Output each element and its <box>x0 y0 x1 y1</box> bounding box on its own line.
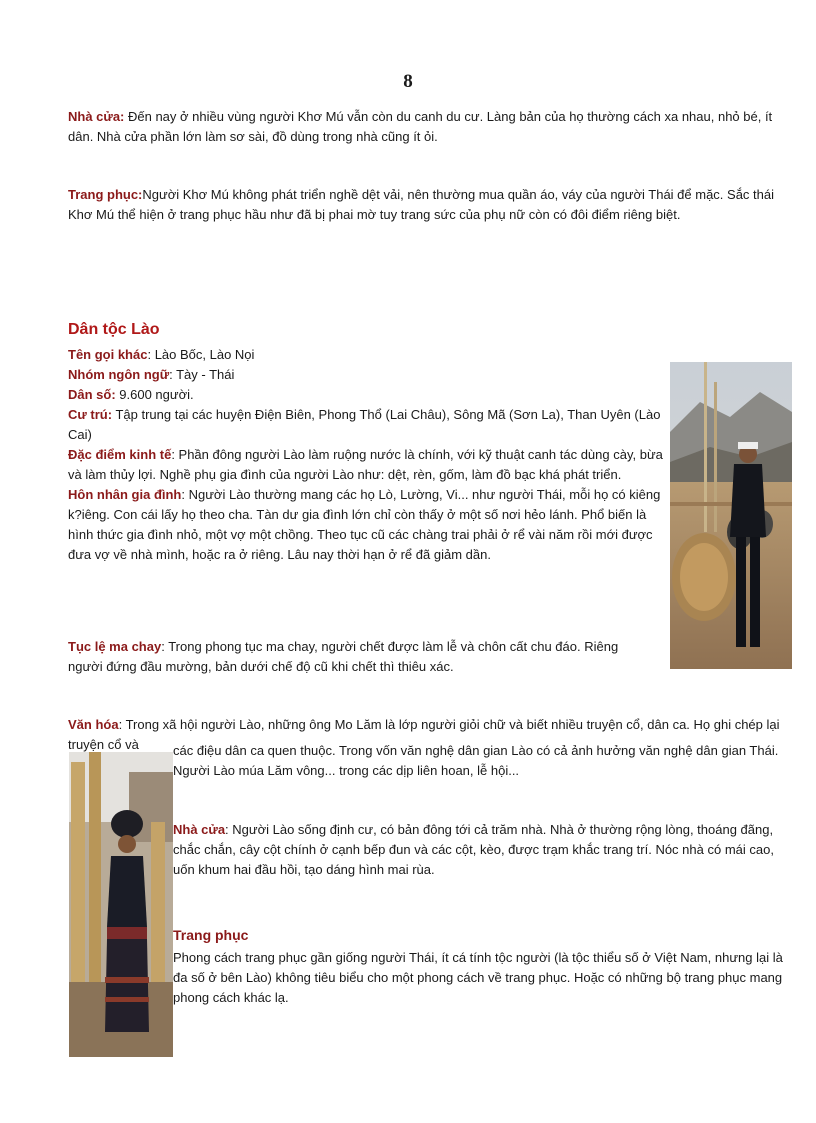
lao-residence-label: Cư trú: <box>68 407 113 422</box>
lao-residence <box>68 405 673 445</box>
lao-funeral-paragraph <box>68 637 653 677</box>
lao-language-group-text: : Tày - Thái <box>169 367 235 382</box>
lao-marriage-label: Hôn nhân gia đình <box>68 487 182 502</box>
lao-economy-text: : Phần đông người Lào làm ruộng nước là chính, với kỹ thuật canh tác dùng cày, bừa và làm thủy lợi. Nghề phụ gia đình của người Lào như: dệt, rèn, gốm, làm đồ bạc khá phát triển. <box>68 447 663 482</box>
lao-population-text: 9.600 người. <box>115 387 194 402</box>
lao-marriage-family <box>68 485 673 565</box>
lao-section-title: Dân tộc Lào <box>68 321 160 338</box>
khomu-costume-text: Người Khơ Mú không phát triển nghề dệt vải, nên thường mua quần áo, váy của người Thái để mặc. Sắc thái Khơ Mú thể hiện ở trang phục hầu như đã bị phai mờ tuy trang sức của phụ nữ còn có đôi điểm riêng biệt. <box>68 187 775 222</box>
lao-culture-label: Văn hóa <box>68 717 119 732</box>
lao-marriage-text: : Người Lào thường mang các họ Lò, Lường, Vi... như người Thái, mỗi họ có kiêng k?iêng. Con cái lấy họ theo cha. Tàn dư gia đình lớn chỉ còn thấy ở một số nơi hẻo lánh. Phổ biến là hình thức gia đình nhỏ, một vợ một chồng. Theo tục cũ các chàng trai phải ở rể vài năm rồi mới được đưa vợ về nhà mình, hoặc ra ở riêng. Lâu nay thời hạn ở rể đã giảm dần. <box>68 487 661 562</box>
lao-language-group <box>68 365 673 385</box>
lao-other-names-text: : Lào Bốc, Lào Nọi <box>147 347 255 362</box>
khomu-housing-label: Nhà cửa: <box>68 109 125 124</box>
lao-man-with-gongs-photo <box>670 362 792 669</box>
lao-housing-label: Nhà cửa <box>173 822 226 837</box>
lao-housing-paragraph <box>173 820 785 880</box>
khomu-costume-paragraph <box>68 185 790 225</box>
khomu-housing-paragraph <box>68 107 790 147</box>
khomu-housing-text: Đến nay ở nhiều vùng người Khơ Mú vẫn còn du canh du cư. Làng bản của họ thường cách xa nhau, nhỏ bé, ít dân. Nhà cửa phần lớn làm sơ sài, đồ dùng trong nhà cũng ít ỏi. <box>68 109 773 144</box>
lao-culture-text: : Trong xã hội người Lào, những ông Mo Lăm là lớp người giỏi chữ và biết nhiều truyện cổ, dân ca. Họ ghi chép lại truyện cổ và <box>68 717 780 752</box>
page-number: 8 <box>403 71 413 92</box>
lao-costume-title: Trang phục <box>173 927 249 943</box>
lao-funeral-label: Tục lệ ma chay <box>68 639 162 654</box>
lao-housing-text: : Người Lào sống định cư, có bản đông tới cả trăm nhà. Nhà ở thường rộng lòng, thoáng đãng, chắc chắn, cây cột chính ở cạnh bếp đun và các cột, kèo, được trạm khắc trang trí. Nóc nhà có mái cao, uốn khum hai đầu hồi, tạo dáng hình mai rùa. <box>173 822 774 877</box>
lao-other-names <box>68 345 673 365</box>
lao-costume-paragraph: Phong cách trang phục gần giống người Thái, ít cá tính tộc người (là tộc thiểu số ở Việt Nam, nhưng lại là đa số ở bên Lào) không tiêu biểu cho một phong cách về trang phục. Hoặc có những bộ trang phục mang phong cách khác lạ. <box>173 950 783 1005</box>
lao-culture-continued: các điệu dân ca quen thuộc. Trong vốn văn nghệ dân gian Lào có cả ảnh hưởng văn nghệ dân gian Thái. Người Lào múa Lăm vông... trong các dịp liên hoan, lễ hội... <box>173 743 779 778</box>
lao-population-label: Dân số: <box>68 387 116 402</box>
lao-other-names-label: Tên gọi khác <box>68 347 148 362</box>
lao-woman-carrying-bamboo-photo <box>69 752 173 1057</box>
lao-population <box>68 385 673 405</box>
lao-funeral-text: : Trong phong tục ma chay, người chết được làm lễ và chôn cất chu đáo. Riêng người đứng đầu mường, bản dưới chế độ cũ khi chết thì thiêu xác. <box>68 639 619 674</box>
lao-residence-text: Tập trung tại các huyện Điện Biên, Phong Thổ (Lai Châu), Sông Mã (Sơn La), Than Uyên (Lào Cai) <box>68 407 661 442</box>
lao-economy <box>68 445 673 485</box>
lao-facts <box>68 345 673 565</box>
lao-language-group-label: Nhóm ngôn ngữ <box>68 367 170 382</box>
khomu-costume-label: Trang phục: <box>68 187 143 202</box>
lao-economy-label: Đặc điểm kinh tế <box>68 447 172 462</box>
